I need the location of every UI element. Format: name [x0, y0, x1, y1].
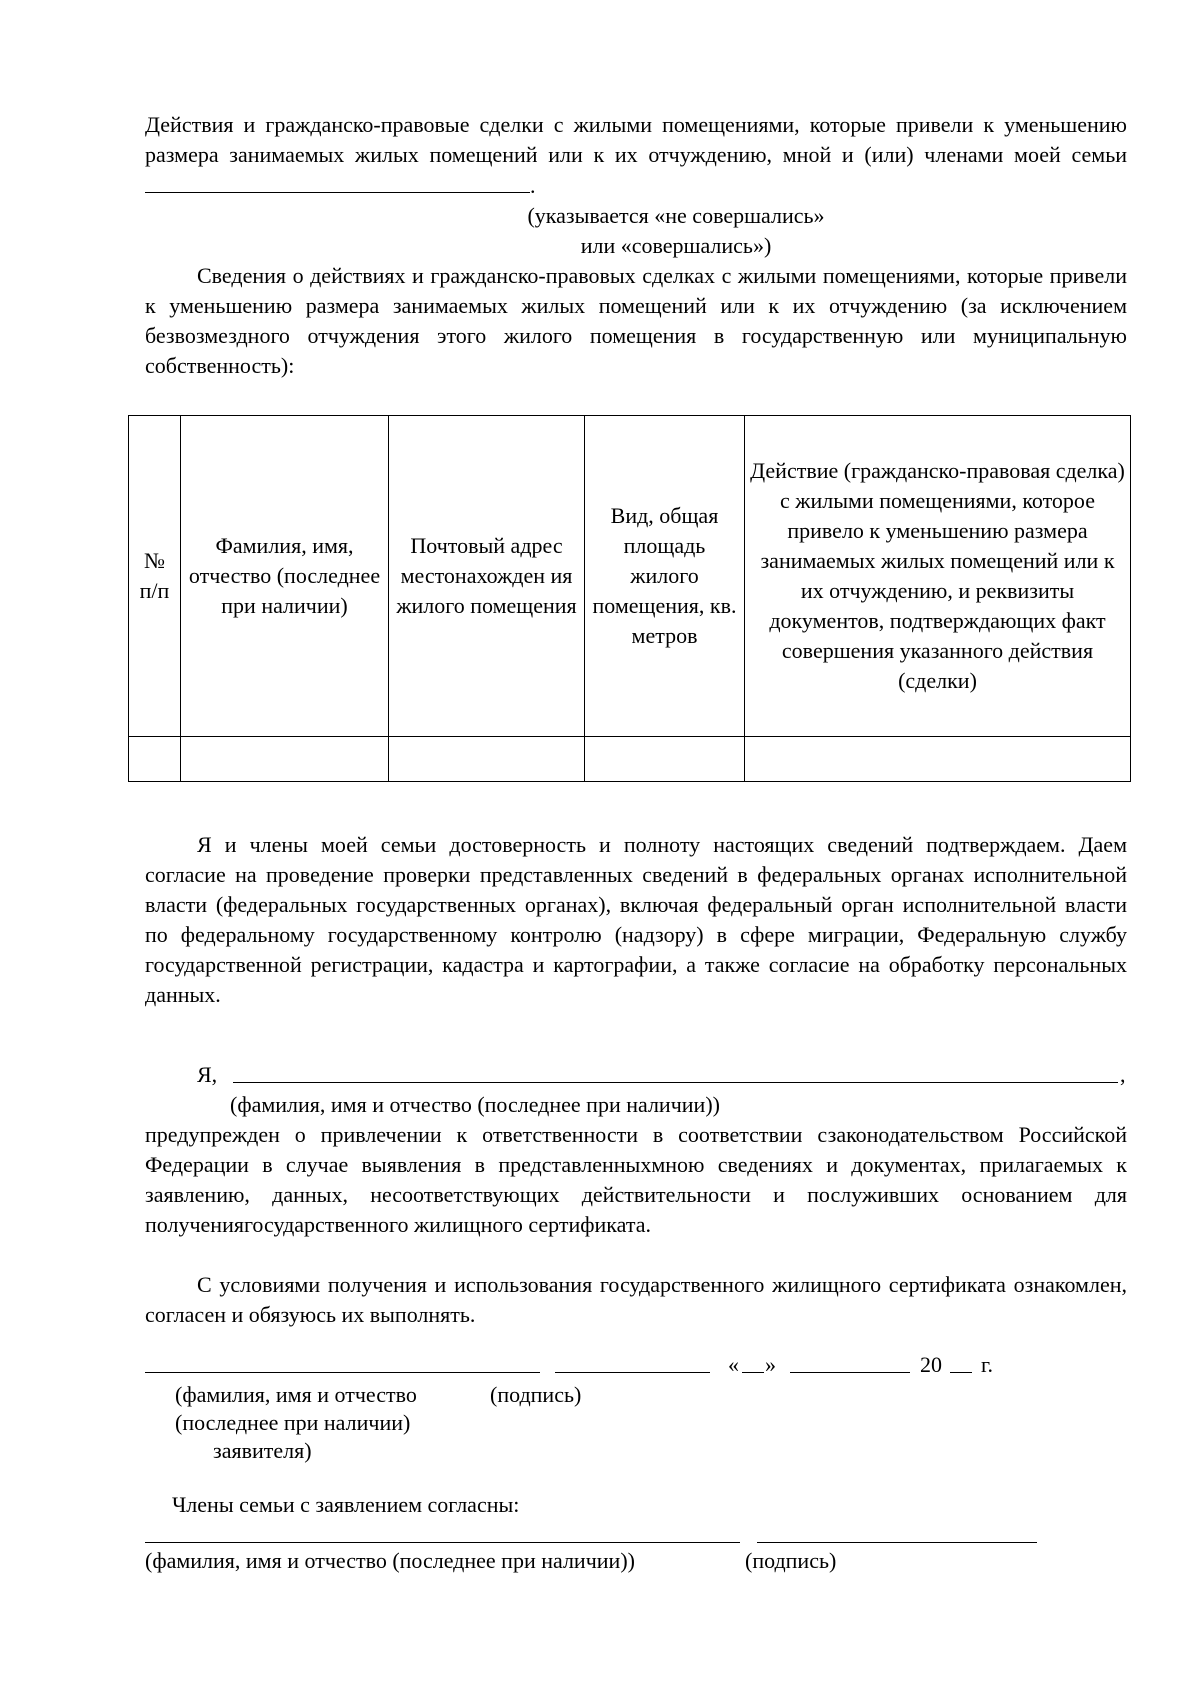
header-action: Действие (гражданско-правовая сделка) с жилыми помещениями, которое привело к уменьшению размера занимаемых жилых помещений или к их отчуждению, и реквизиты документов, подтверждающих факт совершения указанного действия (сделки)	[745, 416, 1131, 737]
declarant-name-fill-line[interactable]	[233, 1082, 1118, 1083]
table-row	[129, 737, 1131, 782]
intro-hint-line-2: или «совершались»)	[580, 233, 772, 258]
intro-fill-line[interactable]	[145, 170, 530, 193]
family-block	[145, 1490, 1127, 1573]
declaration-table	[128, 415, 1131, 782]
header-area: Вид, общая площадь жилого помещения, кв. метров	[585, 416, 745, 737]
date-day-line[interactable]	[742, 1372, 764, 1373]
cell-action[interactable]	[745, 737, 1131, 782]
header-full-name: Фамилия, имя, отчество (последнее при наличии)	[181, 416, 389, 737]
applicant-name-caption-1: (фамилия, имя и отчество	[175, 1382, 417, 1407]
declarant-caption: (фамилия, имя и отчество (последнее при наличии))	[230, 1092, 720, 1117]
date-open-quote: «	[728, 1352, 739, 1377]
consent-paragraph: Я и члены моей семьи достоверность и полноту настоящих сведений подтверждаем. Даем согласие на проведение проверки представленных сведений в федеральных органах исполнительной власти (федеральных государственных органах), включая федеральный орган исполнительной власти по федеральному государственному контролю (надзору) в сфере миграции, Федеральную службу государственной регистрации, кадастра и картографии, а также согласие на обработку персональных данных.	[145, 832, 1127, 1007]
family-name-line[interactable]	[145, 1542, 740, 1543]
intro-end: .	[530, 173, 536, 198]
family-sign-caption: (подпись)	[745, 1548, 837, 1573]
cell-postal-address[interactable]	[389, 737, 585, 782]
info-paragraph: Сведения о действиях и гражданско-правовых сделках с жилыми помещениями, которые привели к уменьшению размера занимаемых жилых помещений или к их отчуждению (за исключением безвозмездного отчуждения этого жилого помещения в государственную или муниципальную собственность):	[145, 263, 1127, 378]
intro-text: Действия и гражданско-правовые сделки с жилыми помещениями, которые привели к уменьшению размера занимаемых жилых помещений или к их отчуждению, мной и (или) членами моей семьи	[145, 112, 1127, 167]
applicant-name-line[interactable]	[145, 1372, 540, 1373]
intro-paragraph	[145, 110, 1127, 201]
declarant-suffix: ,	[1120, 1062, 1126, 1087]
applicant-sign-caption: (подпись)	[490, 1382, 582, 1407]
table-header-row	[129, 416, 1131, 737]
header-postal-address: Почтовый адрес местонахожден ия жилого помещения	[389, 416, 585, 737]
conditions-block	[145, 1270, 1127, 1330]
declarant-prefix: Я,	[197, 1062, 218, 1087]
date-year-prefix: 20	[920, 1352, 942, 1377]
family-heading: Члены семьи с заявлением согласны:	[172, 1492, 520, 1517]
applicant-signature-line[interactable]	[555, 1372, 710, 1373]
applicant-name-caption-2: (последнее при наличии)	[175, 1410, 411, 1435]
warning-block	[145, 1120, 1127, 1240]
cell-full-name[interactable]	[181, 737, 389, 782]
date-month-line[interactable]	[790, 1372, 910, 1373]
date-year-suffix: г.	[981, 1352, 994, 1377]
conditions-paragraph: С условиями получения и использования государственного жилищного сертификата ознакомлен, согласен и обязуюсь их выполнять.	[145, 1272, 1127, 1327]
intro-hint-line-1: (указывается «не совершались»	[527, 203, 825, 228]
cell-number[interactable]	[129, 737, 181, 782]
date-year-line[interactable]	[950, 1372, 972, 1373]
warning-paragraph: предупрежден о привлечении к ответственности в соответствии сзаконодательством Российской Федерации в случае выявления в представленныхмною сведениях и документах, прилагаемых к заявлению, данных, несоответствующих действительности и послуживших основанием для получениягосударственного жилищного сертификата.	[145, 1122, 1127, 1237]
applicant-name-caption-3: заявителя)	[213, 1438, 312, 1463]
document-page	[139, 110, 1127, 1573]
consent-block	[145, 830, 1127, 1010]
applicant-signature-block	[145, 1350, 1127, 1480]
date-close-quote: »	[765, 1352, 776, 1377]
family-signature-line[interactable]	[757, 1542, 1037, 1543]
header-number: № п/п	[129, 416, 181, 737]
cell-area[interactable]	[585, 737, 745, 782]
declarant-line	[145, 1060, 1127, 1090]
family-name-caption: (фамилия, имя и отчество (последнее при наличии))	[145, 1548, 635, 1573]
